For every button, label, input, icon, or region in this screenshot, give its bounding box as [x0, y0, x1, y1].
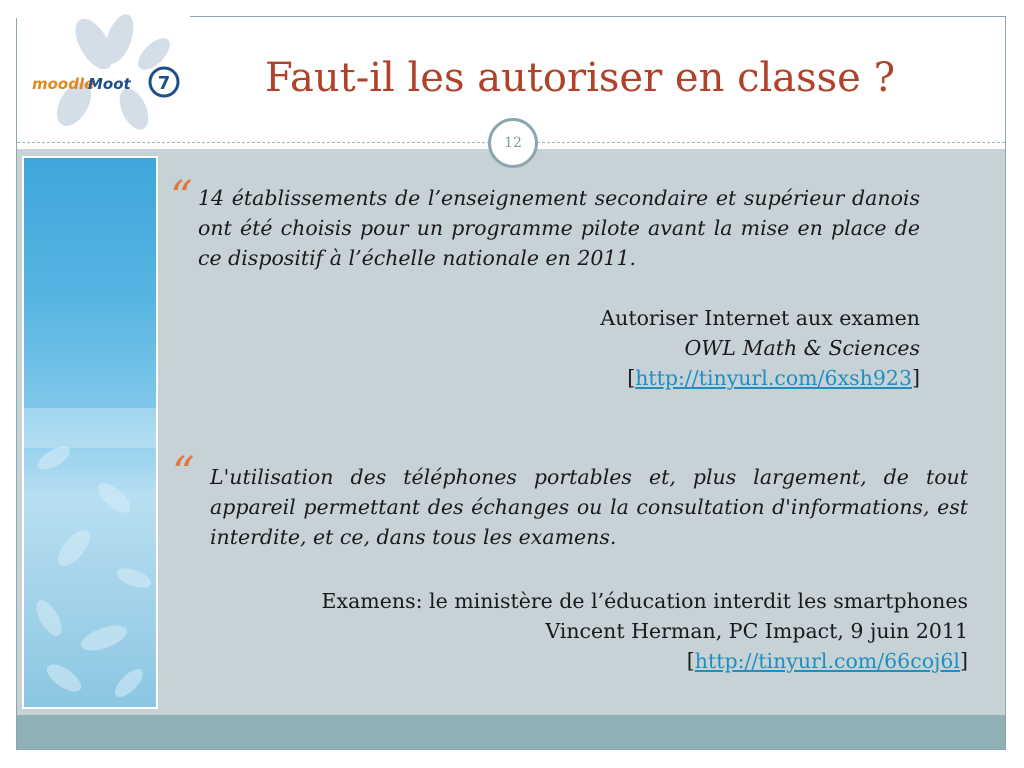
moodlemoot-logo-icon [24, 14, 194, 134]
quote-mark-icon: “ [170, 172, 193, 223]
flower-pattern-icon [24, 158, 156, 707]
quote-mark-icon: “ [172, 448, 195, 499]
quote-text: L'utilisation des téléphones portables et, plus largement, de tout appareil permettant des échanges ou la consultation d'informations, est interdite, et ce, dans tous les examens. [210, 465, 968, 549]
svg-text:Moot: Moot [88, 75, 131, 93]
bracket-open: [ [686, 649, 695, 673]
source-link-line [600, 363, 920, 393]
quote-text: 14 établissements de l’enseignement secondaire et supérieur danois ont été choisis pour un programme pilote avant la mise en place de ce dispositif à l’échelle nationale en 2011. [198, 186, 920, 270]
slide-title: Faut-il les autoriser en classe ? [264, 55, 896, 101]
source-link[interactable]: http://tinyurl.com/6xsh923 [635, 366, 912, 390]
svg-text:7: 7 [157, 73, 171, 94]
source-title: Examens: le ministère de l’éducation interdit les smartphones [321, 589, 968, 613]
source-author: OWL Math & Sciences [684, 336, 920, 360]
page-number-badge: 12 [488, 118, 538, 168]
source-link[interactable]: http://tinyurl.com/66coj6l [694, 649, 960, 673]
svg-text:moodle: moodle [32, 75, 95, 93]
quote-source [322, 586, 968, 676]
bracket-close: ] [960, 649, 968, 673]
decorative-side-image [22, 156, 158, 709]
source-title: Autoriser Internet aux examen [600, 306, 920, 330]
bracket-open: [ [627, 366, 636, 390]
moodlemoot-logo [24, 14, 194, 134]
bracket-close: ] [912, 366, 920, 390]
source-author: Vincent Herman, PC Impact, 9 juin 2011 [545, 619, 968, 643]
bottom-bar [17, 715, 1005, 749]
quote-source [600, 303, 920, 393]
source-link-line [322, 646, 968, 676]
